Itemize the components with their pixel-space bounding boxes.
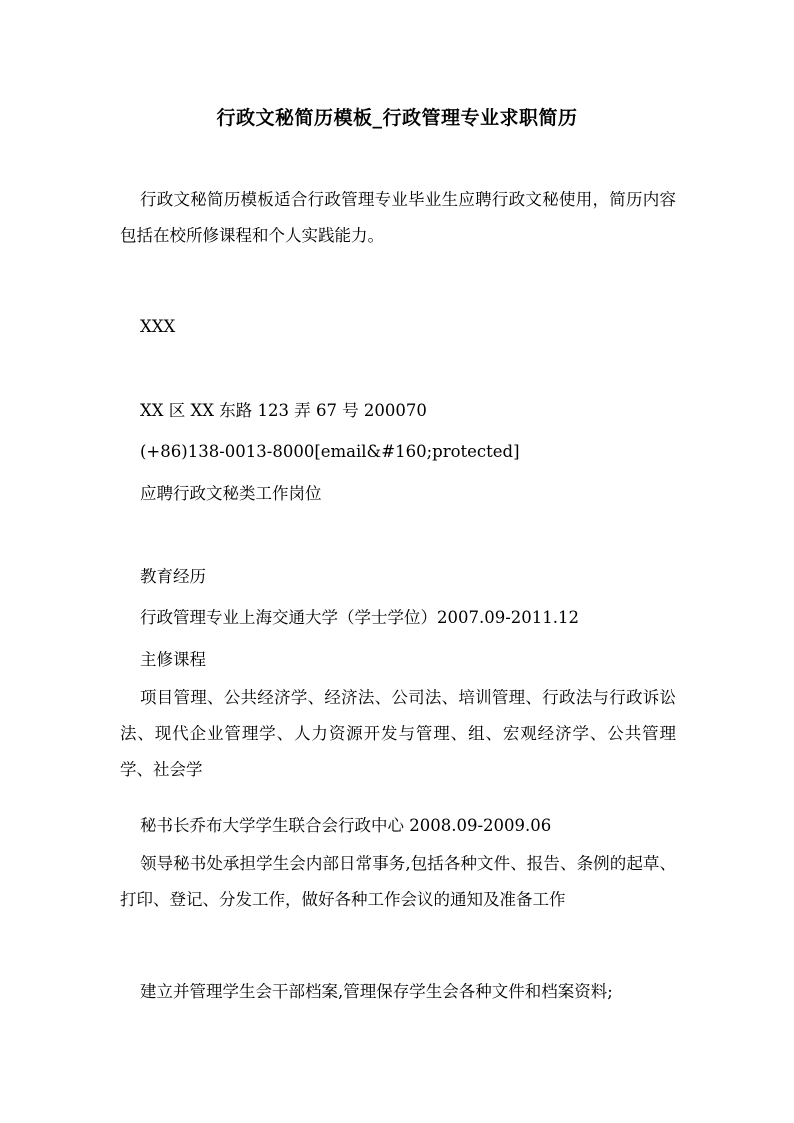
experience-entry: 秘书长乔布大学学生联合会行政中心 2008.09-2009.06	[140, 816, 552, 835]
contact-line: (+86)138-0013-8000[email&#160;protected]	[140, 442, 520, 461]
address-line: XX 区 XX 东路 123 弄 67 号 200070	[140, 401, 427, 420]
education-entry: 行政管理专业上海交通大学（学士学位）2007.09-2011.12	[140, 608, 580, 627]
document-title: 行政文秘简历模板_行政管理专业求职简历	[216, 107, 578, 129]
courses-heading: 主修课程	[140, 650, 206, 669]
intro-paragraph: 行政文秘简历模板适合行政管理专业毕业生应聘行政文秘使用，简历内容包括在校所修课程和个人实践能力。	[120, 190, 676, 245]
duty-paragraph-2: 建立并管理学生会干部档案,管理保存学生会各种文件和档案资料;	[140, 982, 613, 1001]
job-objective: 应聘行政文秘类工作岗位	[140, 484, 322, 503]
education-heading: 教育经历	[140, 567, 206, 586]
courses-paragraph: 项目管理、公共经济学、经济法、公司法、培训管理、行政法与行政诉讼法、现代企业管理学、人力资源开发与管理、组、宏观经济学、公共管理学、社会学	[120, 688, 676, 779]
duty-paragraph-1: 领导秘书处承担学生会内部日常事务,包括各种文件、报告、条例的起草、打印、登记、分发工作，做好各种工作会议的通知及准备工作	[120, 854, 676, 909]
applicant-name: XXX	[140, 317, 176, 336]
